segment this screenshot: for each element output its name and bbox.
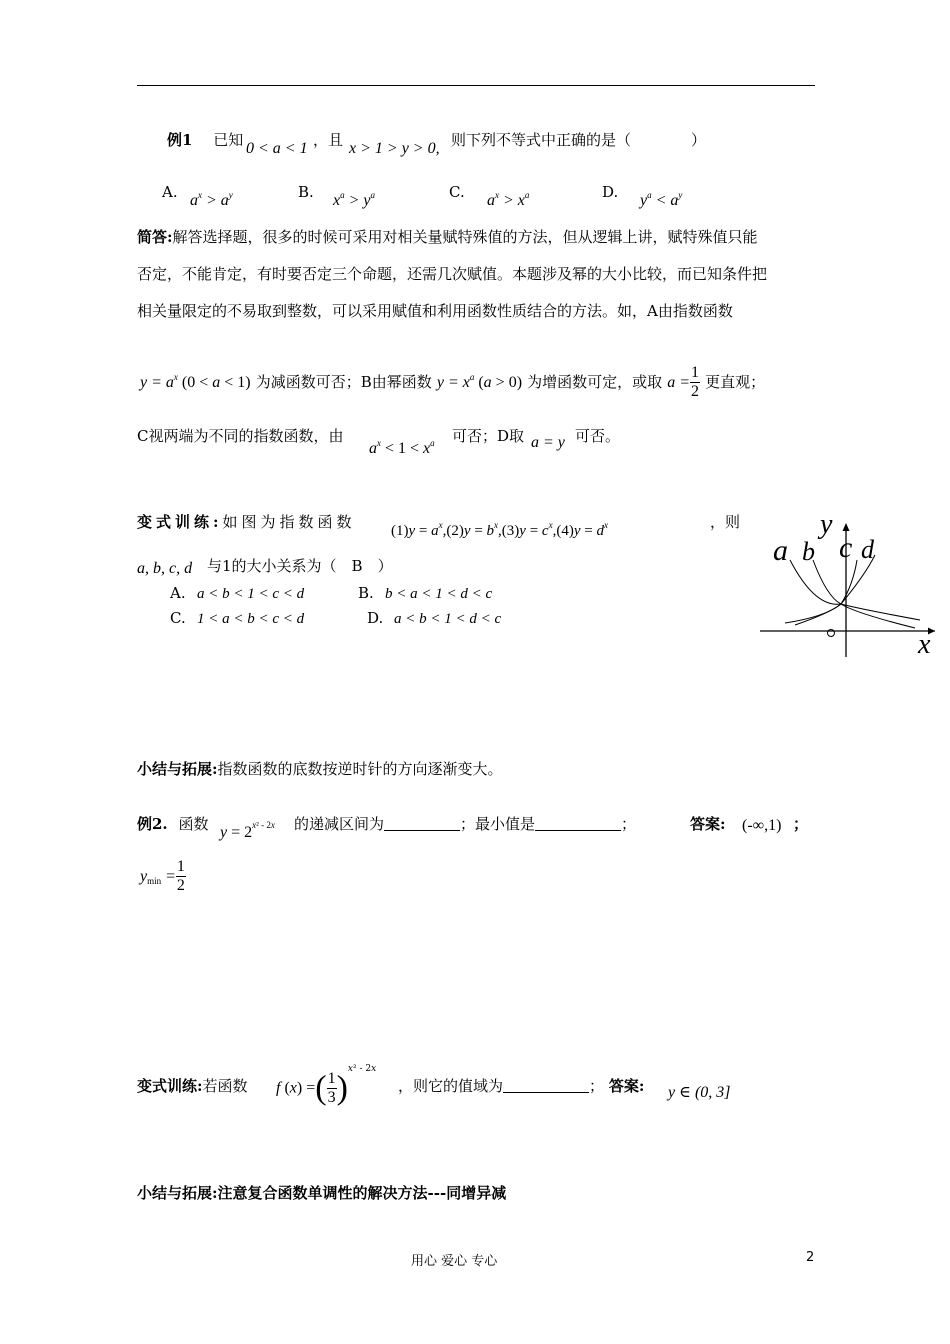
summary2-text: 注意复合函数单调性的解决方法---同增异减: [217, 1184, 507, 1202]
formula-compare: $a^x < 1 < x^a$: [369, 438, 435, 457]
variant2-text3: ；: [589, 1077, 605, 1095]
example2-text2: 的递减区间为: [294, 815, 385, 833]
variant2-text2: ，则它的值域为: [398, 1077, 504, 1095]
page-number: 2: [806, 1250, 815, 1265]
summary1-text: 指数函数的底数按逆时针的方向逐渐变大。: [217, 760, 503, 778]
example2-function: $y = 2^{x^2 - 2x}$: [220, 820, 275, 841]
ymin-fraction: [176, 858, 186, 895]
example2-answer-label: 答案:: [690, 815, 726, 833]
answer1-label: 简答:: [137, 228, 173, 246]
variant1-vars: a, b, c, d: [137, 560, 193, 577]
example1-and: ，且: [313, 131, 344, 149]
option-b-label: B.: [298, 183, 314, 201]
answer1-line5-a: C视两端为不同的指数函数，由: [137, 427, 344, 445]
variant1-option-a-label: A.: [170, 584, 186, 602]
ymin-den: 2: [176, 877, 185, 894]
answer1-text1: 解答选择题，很多的时候可采用对相关量赋特殊值的方法，但从逻辑上讲，赋特殊值只能: [172, 228, 758, 246]
option-d-expr: $y^a < a^y$: [640, 190, 683, 209]
curve-label-b: b: [802, 537, 815, 566]
variant1-functions: $(1)y = a^x,(2)y = b^x,(3)y = c^x,(4)y = d^x$: [391, 520, 608, 539]
x-axis-label: x: [918, 629, 931, 660]
example2-text4: ；: [621, 815, 637, 833]
answer1-line4-a: 为减函数可否；B由幂函数: [255, 373, 432, 391]
example1-label: 例1: [167, 131, 193, 149]
example2-text3: ；最小值是: [460, 815, 536, 833]
footer-text: 用心 爱心 专心: [411, 1254, 498, 1269]
summary2-line: [137, 1183, 506, 1203]
variant1-option-c-label: C.: [170, 609, 186, 627]
summary1-label: 小结与拓展:: [137, 760, 218, 778]
variant2-text2-line: [398, 1076, 644, 1096]
variant1-option-b-expr: b < a < 1 < d < c: [385, 586, 493, 602]
answer1-text3: 相关量限定的不易取到整数，可以采用赋值和利用函数性质结合的方法。如，A由指数函数: [137, 302, 733, 320]
variant1-intro: 如图为指数函数: [222, 513, 356, 531]
option-c-expr: $a^x > x^a$: [487, 190, 530, 209]
answer1-line5-b: 可否；D取: [452, 427, 525, 445]
example1-cond1: 0 < a < 1: [246, 140, 308, 157]
example1-question: 则下列不等式中正确的是（ ）: [451, 131, 707, 149]
y-axis-arrow: [843, 523, 850, 531]
variant1-then: ，则: [710, 513, 741, 531]
exponential-graph: [755, 505, 945, 660]
variant1-option-d-expr: a < b < 1 < d < c: [394, 611, 502, 627]
variant1-label: 变式训练:: [137, 513, 223, 531]
fraction-half: $\frac{1}{2}$: [691, 364, 700, 400]
example1-given: 已知: [213, 131, 244, 149]
curve-label-d: d: [861, 535, 874, 564]
curve-label-a: a: [773, 534, 788, 567]
example2-ymin: $y_{min}$ = $\frac{1}{2}$: [140, 858, 185, 894]
curve-c: [795, 560, 857, 625]
example2-text2-line: [294, 814, 636, 834]
ymin-num: 1: [176, 858, 185, 875]
option-a-expr: $a^x > a^y$: [190, 190, 233, 209]
formula-power: $y = x^a$ (a > 0): [436, 372, 523, 391]
formula-a-eq-y: a = y: [531, 434, 565, 451]
summary2-label: 小结与拓展:: [137, 1184, 218, 1202]
option-b-expr: $x^a > y^a$: [333, 190, 376, 209]
example2-answer-interval: (-∞,1): [742, 817, 782, 834]
variant2-blank: [503, 1078, 589, 1093]
example2-label: 例2.: [137, 815, 168, 833]
option-c-label: C.: [449, 183, 465, 201]
header-rule: [137, 85, 815, 86]
answer1-line5-c: 可否。: [575, 427, 621, 445]
variant1-line1: [137, 512, 356, 532]
variant2-answer-label: 答案:: [608, 1077, 645, 1095]
example2-semicolon: ；: [793, 815, 809, 833]
variant2-answer: y ∈ (0, 3]: [668, 1084, 731, 1101]
answer1-line4: [140, 364, 765, 401]
option-d-label: D.: [602, 183, 619, 201]
variant1-option-a-expr: a < b < 1 < c < d: [197, 586, 305, 602]
answer1-text2: 否定，不能肯定，有时要否定三个命题，还需几次赋值。本题涉及幂的大小比较，而已知条件把: [137, 265, 768, 283]
example2-blank1: [384, 816, 460, 831]
answer1-line4-c: 更直观；: [705, 373, 766, 391]
summary1-line: [137, 759, 503, 779]
variant1-relation: 与1的大小关系为（ B ）: [207, 557, 393, 575]
example2-blank2: [535, 816, 621, 831]
answer1-line1: [137, 227, 758, 247]
example2-text1: 函数: [178, 815, 209, 833]
example2-line: [137, 814, 208, 834]
y-axis-label: y: [820, 509, 833, 540]
variant2-line: [137, 1076, 248, 1096]
variant2-function: f (x) =( $\frac{1}{3}$ )$^{x^2 - 2x}$: [276, 1064, 377, 1107]
example1-cond2: x > 1 > y > 0,: [349, 140, 440, 157]
variant1-option-c-expr: 1 < a < b < c < d: [197, 611, 305, 627]
curve-b: [813, 560, 915, 628]
variant2-label: 变式训练:: [137, 1077, 203, 1095]
answer1-line4-b: 为增函数可定，或取: [527, 373, 663, 391]
formula-a-half: a =: [667, 374, 691, 391]
variant1-option-d-label: D.: [367, 609, 384, 627]
variant2-text1: 若函数: [202, 1077, 248, 1095]
variant1-option-b-label: B.: [358, 584, 374, 602]
formula-exp: $y = a^x$ (0 < a < 1): [140, 372, 251, 391]
option-a-label: A.: [162, 183, 178, 201]
example1-line: [167, 130, 243, 150]
curve-label-c: c: [839, 531, 853, 564]
